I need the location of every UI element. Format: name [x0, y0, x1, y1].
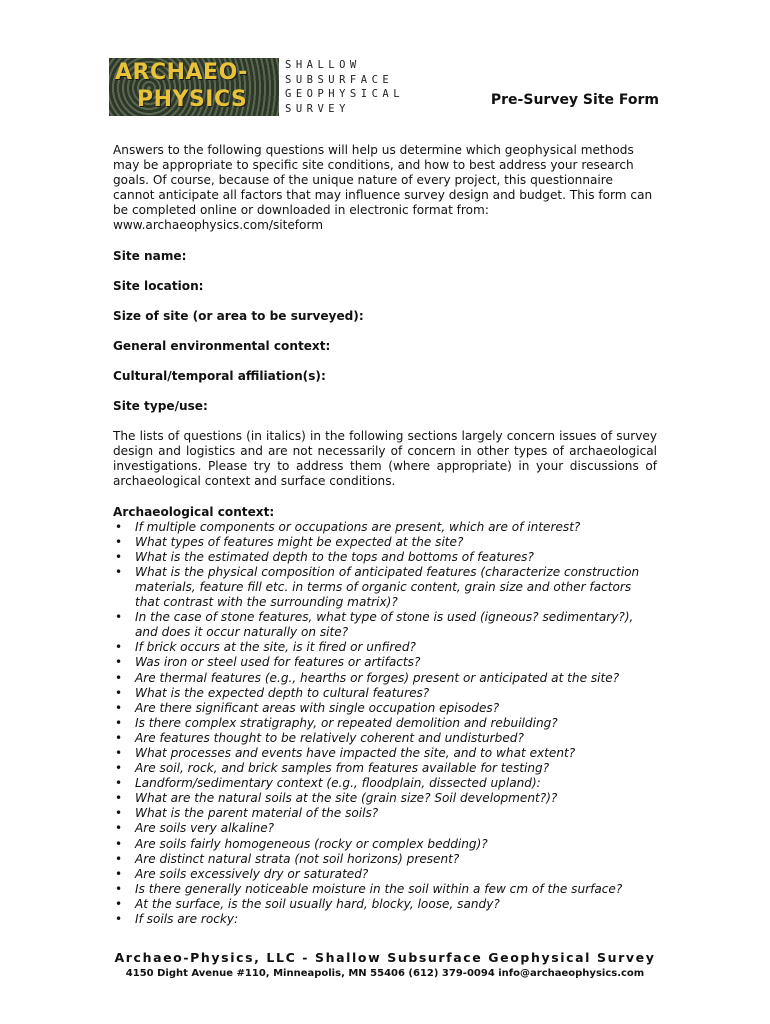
list-item: • At the surface, is the soil usually hard, blocky, loose, sandy?	[113, 897, 657, 912]
list-item: • Are soils fairly homogeneous (rocky or complex bedding)?	[113, 837, 657, 852]
footer-company-name: Archaeo-Physics, LLC - Shallow Subsurface Geophysical Survey	[114, 950, 656, 965]
list-item: • What types of features might be expected at the site?	[113, 535, 657, 550]
tagline-line: SHALLOW	[285, 59, 361, 71]
list-item: • What is the expected depth to cultural features?	[113, 686, 657, 701]
field-site-type: Site type/use:	[113, 399, 208, 414]
tagline-line: SUBSURFACE	[285, 73, 394, 86]
tagline-line: GEOPHYSICAL	[285, 88, 405, 100]
list-item: • Is there generally noticeable moisture in the soil within a few cm of the surface?	[113, 882, 657, 897]
list-item: • What is the physical composition of anticipated features (characterize construction materials, feature fill etc. in terms of organic content, grain size and other factors that contrast with the surrounding matrix)?	[113, 565, 657, 610]
footer-address: 4150 Dight Avenue #110, Minneapolis, MN 55406 (612) 379-0094 info@archaeophysics.com	[125, 968, 645, 979]
list-item: • What is the estimated depth to the tops and bottoms of features?	[113, 550, 657, 565]
list-item: • What is the parent material of the soils?	[113, 806, 657, 821]
archaeological-questions-list	[113, 520, 657, 928]
field-environmental-context: General environmental context:	[113, 338, 331, 353]
field-site-size: Size of site (or area to be surveyed):	[113, 308, 364, 323]
list-item: • Are soils very alkaline?	[113, 821, 657, 836]
archaeological-context-heading: Archaeological context:	[113, 504, 275, 519]
logo-text-line1: ARCHAEO-	[115, 60, 248, 85]
list-item: • Landform/sedimentary context (e.g., floodplain, dissected upland):	[113, 776, 657, 791]
list-item: • If brick occurs at the site, is it fired or unfired?	[113, 640, 657, 655]
list-item: • What are the natural soils at the site (grain size? Soil development?)?	[113, 791, 657, 806]
logo-tagline	[285, 58, 404, 116]
list-item: • If soils are rocky:	[113, 912, 657, 927]
list-item: • In the case of stone features, what type of stone is used (igneous? sedimentary?), and does it occur naturally on site?	[113, 610, 657, 640]
field-site-location: Site location:	[113, 278, 204, 293]
field-site-name: Site name:	[113, 248, 187, 263]
lists-explanation-paragraph: The lists of questions (in italics) in the following sections largely concern issues of survey design and logistics and are not necessarily of concern in other types of archaeological investigations. Please try to address them (where appropriate) in your discussions of archaeological context and surface conditions.	[113, 429, 657, 489]
list-item: • Are thermal features (e.g., hearths or forges) present or anticipated at the site?	[113, 671, 657, 686]
list-item: • What processes and events have impacted the site, and to what extent?	[113, 746, 657, 761]
page-header	[109, 58, 659, 120]
list-item: • Are soil, rock, and brick samples from features available for testing?	[113, 761, 657, 776]
list-item: • Was iron or steel used for features or artifacts?	[113, 655, 657, 670]
list-item: • If multiple components or occupations are present, which are of interest?	[113, 520, 657, 535]
tagline-line: SURVEY	[285, 102, 350, 115]
logo-text-line2: PHYSICS	[137, 87, 248, 112]
company-logo	[109, 58, 279, 116]
list-item: • Are there significant areas with single occupation episodes?	[113, 701, 657, 716]
form-body	[113, 143, 657, 927]
list-item: • Are features thought to be relatively coherent and undisturbed?	[113, 731, 657, 746]
list-item: • Is there complex stratigraphy, or repeated demolition and rebuilding?	[113, 716, 657, 731]
form-title: Pre-Survey Site Form	[490, 92, 659, 108]
list-item: • Are distinct natural strata (not soil horizons) present?	[113, 852, 657, 867]
intro-paragraph: Answers to the following questions will help us determine which geophysical methods may be appropriate to specific site conditions, and how to best address your research goals. Of course, because of the unique nature of every project, this questionnaire cannot anticipate all factors that may influence survey design and budget. This form can be completed online or downloaded in electronic format from: www.archaeophysics.com/siteform	[113, 143, 653, 233]
list-item: • Are soils excessively dry or saturated?	[113, 867, 657, 882]
page-footer	[0, 950, 770, 979]
field-cultural-affiliation: Cultural/temporal affiliation(s):	[113, 368, 326, 383]
